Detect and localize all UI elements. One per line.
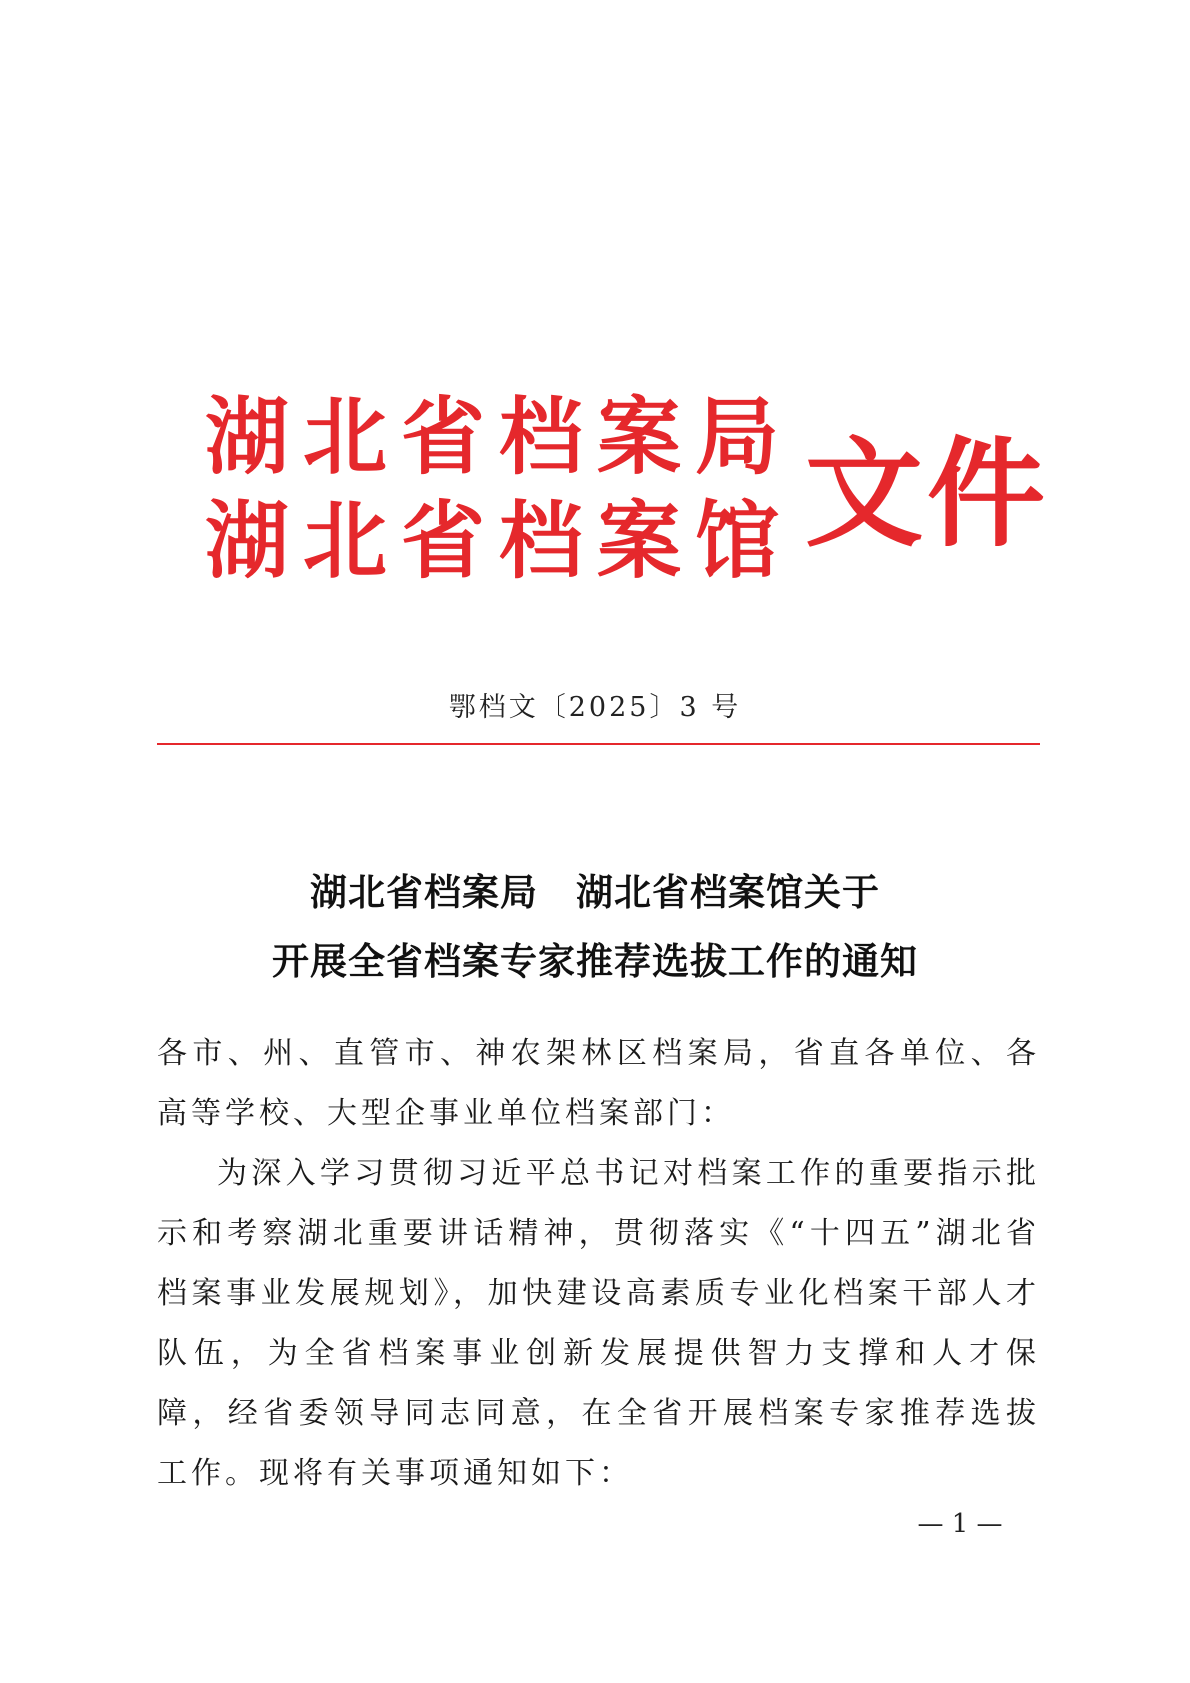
document-header [205, 388, 1050, 595]
red-separator-line [157, 743, 1040, 745]
document-type-label: 文件 [805, 425, 1050, 563]
issuing-org-line-2: 湖北省档案馆 [205, 492, 794, 590]
addressee: 各市、州、直管市、神农架林区档案局，省直各单位、各高等学校、大型企事业单位档案部门： [157, 1036, 1040, 1131]
issuing-org-line-1: 湖北省档案局 [205, 388, 794, 486]
body-paragraph: 为深入学习贯彻习近平总书记对档案工作的重要指示批示和考察湖北重要讲话精神，贯彻落实《“十四五”湖北省档案事业发展规划》，加快建设高素质专业化档案干部人才队伍，为全省档案事业创新发展提供智力支撑和人才保障，经省委领导同志同意，在全省开展档案专家推荐选拔工作。现将有关事项通知如下： [157, 1156, 1040, 1491]
page-number: — 1 — [917, 1509, 1003, 1539]
document-title-line-2: 开展全省档案专家推荐选拔工作的通知 [272, 939, 918, 983]
document-title-line-1: 湖北省档案局 湖北省档案馆关于 [310, 870, 880, 914]
document-number: 鄂档文〔2025〕3 号 [448, 692, 742, 723]
